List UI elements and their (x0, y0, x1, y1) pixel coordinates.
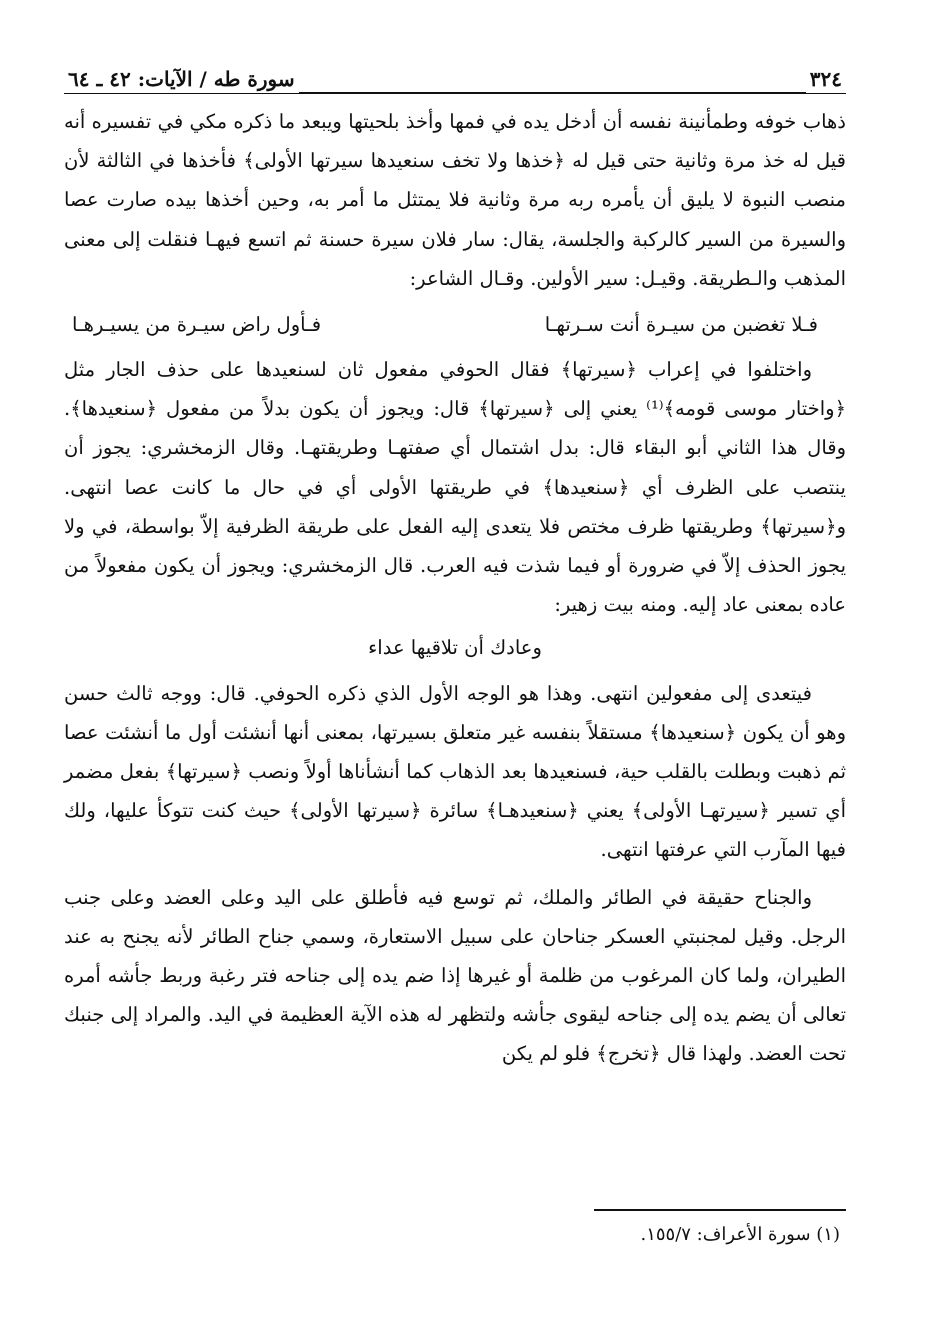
paragraph-4: والجناح حقيقة في الطائر والملك، ثم توسع فيه فأطلق على اليد وعلى العضد وعلى جنب الرجل. وقيل لمجنبتي العسكر جناحان على سبيل الاستعارة، وسمي جناح الطائر لأنه يجنح به عند الطيران، ولما كان المرغوب من ظلمة أو غيرها إذا ضم يده إلى جناحه فتر رغبة وربط جأشه أمره تعالى أن يضم يده إلى جناحه ليقوى جأشه ولتظهر له هذه الآية العظيمة في اليد. والمراد إلى جنبك تحت العضد. ولهذا قال ﴿تخرج﴾ فلو لم يكن (64, 885, 846, 1066)
quoted-verse-line: وعادك أن تلاقيها عداء (368, 636, 542, 660)
footnote-divider (594, 1209, 846, 1211)
page-body (64, 102, 846, 1074)
verse-second-hemistich: فـأول راض سيـرة من يسيـرهـا (72, 313, 322, 337)
running-title: سورة طه / الآيات: ٤٢ ـ ٦٤ (64, 65, 299, 93)
page-number: ٣٢٤ (806, 65, 846, 93)
footnote: (١) سورة الأعراف: ١٥٥/٧. (640, 1224, 840, 1245)
verse-first-hemistich: فـلا تغضبن من سيـرة أنت سـرتهـا (544, 313, 818, 337)
paragraph-3: فيتعدى إلى مفعولين انتهى. وهذا هو الوجه الأول الذي ذكره الحوفي. قال: ووجه ثالث حسن وهو أن يكون ﴿سنعيدها﴾ مستقلاً بنفسه غير متعلق بسيرتها، بمعنى أنها أنشئت أول ما أنشئت عصا ثم ذهبت وبطلت بالقلب حية، فسنعيدها بعد الذهاب كما أنشأناها أولاً ونصب ﴿سيرتها﴾ بفعل مضمر أي تسير ﴿سيرتهـا الأولى﴾ يعني ﴿سنعيدهـا﴾ سائرة ﴿سيرتها الأولى﴾ حيث كنت تتوكأ عليها، ولك فيها المآرب التي عرفتها انتهى. (64, 681, 846, 862)
poetry-verse (64, 306, 846, 344)
paragraph-2: واختلفوا في إعراب ﴿سيرتها﴾ فقال الحوفي مفعول ثان لسنعيدها على حذف الجار مثل ﴿واختار موسى قومه﴾⁽¹⁾ يعني إلى ﴿سيرتها﴾ قال: ويجوز أن يكون بدلاً من مفعول ﴿سنعيدها﴾. وقال هذا الثاني أبو البقاء قال: بدل اشتمال أي صفتهـا وطريقتهـا. وقال الزمخشري: يجوز أن ينتصب على الظرف أي ﴿سنعيدها﴾ في طريقتها الأولى أي في حال ما كانت عصا انتهى. و﴿سيرتها﴾ وطريقتها ظرف مختص فلا يتعدى إليه الفعل على طريقة الظرفية إلاّ بواسطة، في ولا يجوز الحذف إلاّ في ضرورة أو فيما شذت فيه العرب. قال الزمخشري: ويجوز أن يكون مفعولاً من عاده بمعنى عاد إليه. ومنه بيت زهير: (64, 358, 846, 617)
book-page (64, 62, 846, 1282)
paragraph-1: ذهاب خوفه وطمأنينة نفسه أن أدخل يده في فمها وأخذ بلحيتها ويبعد ما ذكره مكي في تفسيره أنه قيل له خذ مرة وثانية حتى قيل له ﴿خذها ولا تخف سنعيدها سيرتها الأولى﴾ فأخذها في الثالثة لأن منصب النبوة لا يليق أن يأمره ربه مرة وثانية فلا يمتثل ما أمر به، وحين أخذها بيده صارت عصا والسيرة من السير كالركبة والجلسة، يقال: سار فلان سيرة حسنة ثم اتسع فيهـا فنقلت إلى معنى المذهب والـطريقة. وقيـل: سير الأولين. وقـال الشاعر: (64, 110, 846, 290)
page-header (64, 62, 846, 96)
